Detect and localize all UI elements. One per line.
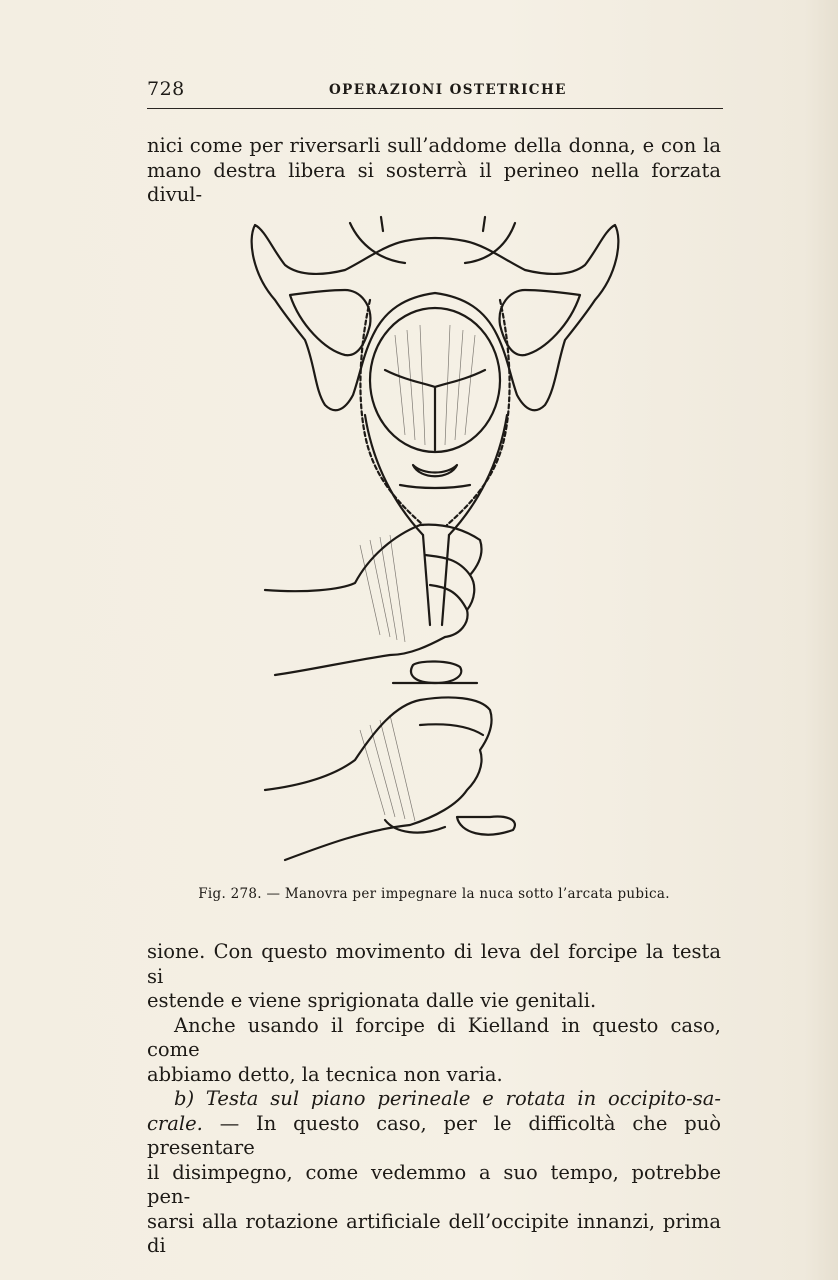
text-line: il disimpegno, come vedemmo a suo tempo, potrebbe pen-	[147, 1160, 721, 1208]
italic-fragment: crale.	[147, 1111, 203, 1135]
text-fragment: — In questo caso, per le difficoltà che può presentare	[147, 1111, 721, 1159]
text-line: mano destra libera si sosterrà il perineo nella forzata divul-	[147, 158, 721, 206]
figure-caption: Fig. 278. — Manovra per impegnare la nuca sotto l’arcata pubica.	[198, 886, 670, 902]
text-line: nici come per riversarli sull’addome della donna, e con la	[147, 134, 721, 157]
page-number: 728	[147, 78, 185, 100]
bottom-text	[147, 940, 721, 1259]
text-line: Anche usando il forcipe di Kielland in questo caso, come	[147, 1013, 721, 1061]
page-header	[147, 78, 723, 109]
text-line-italic: b) Testa sul piano perineale e rotata in occipito-sa-	[174, 1087, 721, 1110]
forceps-illustration-icon	[245, 205, 630, 870]
text-line: sarsi alla rotazione artificiale dell’occipite innanzi, prima di	[147, 1209, 721, 1257]
text-line: estende e viene sprigionata dalle vie genitali.	[147, 989, 597, 1012]
text-line: abbiamo detto, la tecnica non varia.	[147, 1062, 503, 1086]
text-line: sione. Con questo movimento di leva del forcipe la testa si	[147, 940, 721, 988]
top-paragraph	[147, 134, 721, 208]
text-line-mixed	[147, 1112, 721, 1161]
running-title: OPERAZIONI OSTETRICHE	[329, 82, 567, 98]
